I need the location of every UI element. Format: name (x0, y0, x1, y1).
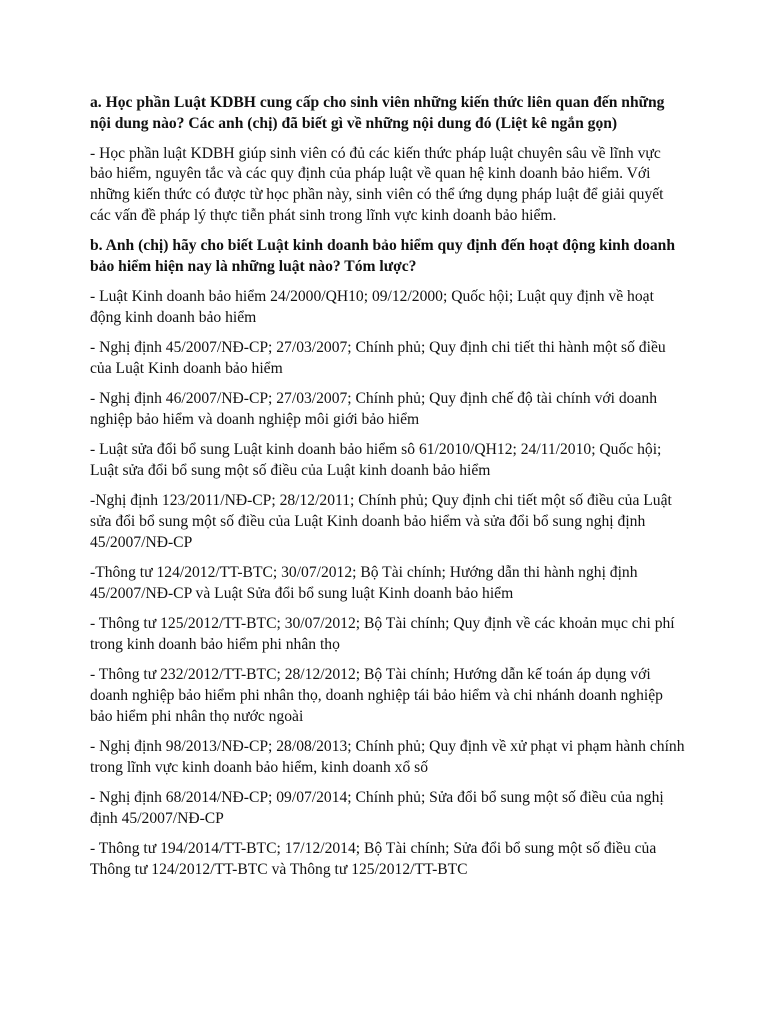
law-item-2: - Nghị định 45/2007/NĐ-CP; 27/03/2007; Chính phủ; Quy định chi tiết thi hành một số điều của Luật Kinh doanh bảo hiểm (90, 338, 666, 377)
law-item-10: - Nghị định 68/2014/NĐ-CP; 09/07/2014; Chính phủ; Sửa đổi bổ sung một số điều của nghị định 45/2007/NĐ-CP (90, 789, 664, 828)
law-item-7: - Thông tư 125/2012/TT-BTC; 30/07/2012; Bộ Tài chính; Quy định về các khoản mục chi phí trong kinh doanh bảo hiểm phi nhân thọ (90, 615, 675, 654)
answer-a-paragraph: - Học phần luật KDBH giúp sinh viên có đủ các kiến thức pháp luật chuyên sâu về lĩnh vực bảo hiểm, nguyên tắc và các quy định của pháp luật về quan hệ kinh doanh bảo hiểm. Với những kiến thức có được từ học phần này, sinh viên có thể ứng dụng pháp luật để giải quyết các vấn đề pháp lý thực tiễn phát sinh trong lĩnh vực kinh doanh bảo hiểm. (90, 144, 664, 224)
question-b-heading: b. Anh (chị) hãy cho biết Luật kinh doanh bảo hiểm quy định đến hoạt động kinh doanh bảo hiểm hiện nay là những luật nào? Tóm lược? (90, 237, 676, 276)
law-item-9: - Nghị định 98/2013/NĐ-CP; 28/08/2013; Chính phủ; Quy định về xử phạt vi phạm hành chính trong lĩnh vực kinh doanh bảo hiểm, kinh doanh xổ số (90, 738, 685, 777)
law-item-8: - Thông tư 232/2012/TT-BTC; 28/12/2012; Bộ Tài chính; Hướng dẫn kế toán áp dụng với doanh nghiệp bảo hiểm phi nhân thọ, doanh nghiệp tái bảo hiểm và chi nhánh doanh nghiệp bảo hiểm phi nhân thọ nước ngoài (90, 666, 663, 725)
question-a-heading: a. Học phần Luật KDBH cung cấp cho sinh viên những kiến thức liên quan đến những nội dung nào? Các anh (chị) đã biết gì về những nội dung đó (Liệt kê ngắn gọn) (90, 94, 665, 132)
law-item-3: - Nghị định 46/2007/NĐ-CP; 27/03/2007; Chính phủ; Quy định chế độ tài chính với doanh nghiệp bảo hiểm và doanh nghiệp môi giới bảo hiểm (90, 390, 657, 428)
law-item-6: -Thông tư 124/2012/TT-BTC; 30/07/2012; Bộ Tài chính; Hướng dẫn thi hành nghị định 45/2007/NĐ-CP và Luật Sửa đổi bổ sung luật Kinh doanh bảo hiểm (90, 564, 638, 602)
law-item-1: - Luật Kinh doanh bảo hiểm 24/2000/QH10; 09/12/2000; Quốc hội; Luật quy định về hoạt động kinh doanh bảo hiểm (90, 287, 654, 326)
law-item-4: - Luật sửa đổi bổ sung Luật kinh doanh bảo hiểm sô 61/2010/QH12; 24/11/2010; Quốc hội; Luật sửa đổi bổ sung một số điều của Luật kinh doanh bảo hiểm (90, 441, 662, 479)
law-item-11: - Thông tư 194/2014/TT-BTC; 17/12/2014; Bộ Tài chính; Sửa đổi bổ sung một số điều của Thông tư 124/2012/TT-BTC và Thông tư 125/2012/TT-BTC (90, 840, 657, 879)
law-item-5: -Nghị định 123/2011/NĐ-CP; 28/12/2011; Chính phủ; Quy định chi tiết một số điều của Luật sửa đổi bổ sung một số điều của Luật Kinh doanh bảo hiểm và sửa đổi bổ sung nghị định 45/2007/NĐ-CP (90, 492, 672, 551)
document-content (90, 93, 686, 891)
